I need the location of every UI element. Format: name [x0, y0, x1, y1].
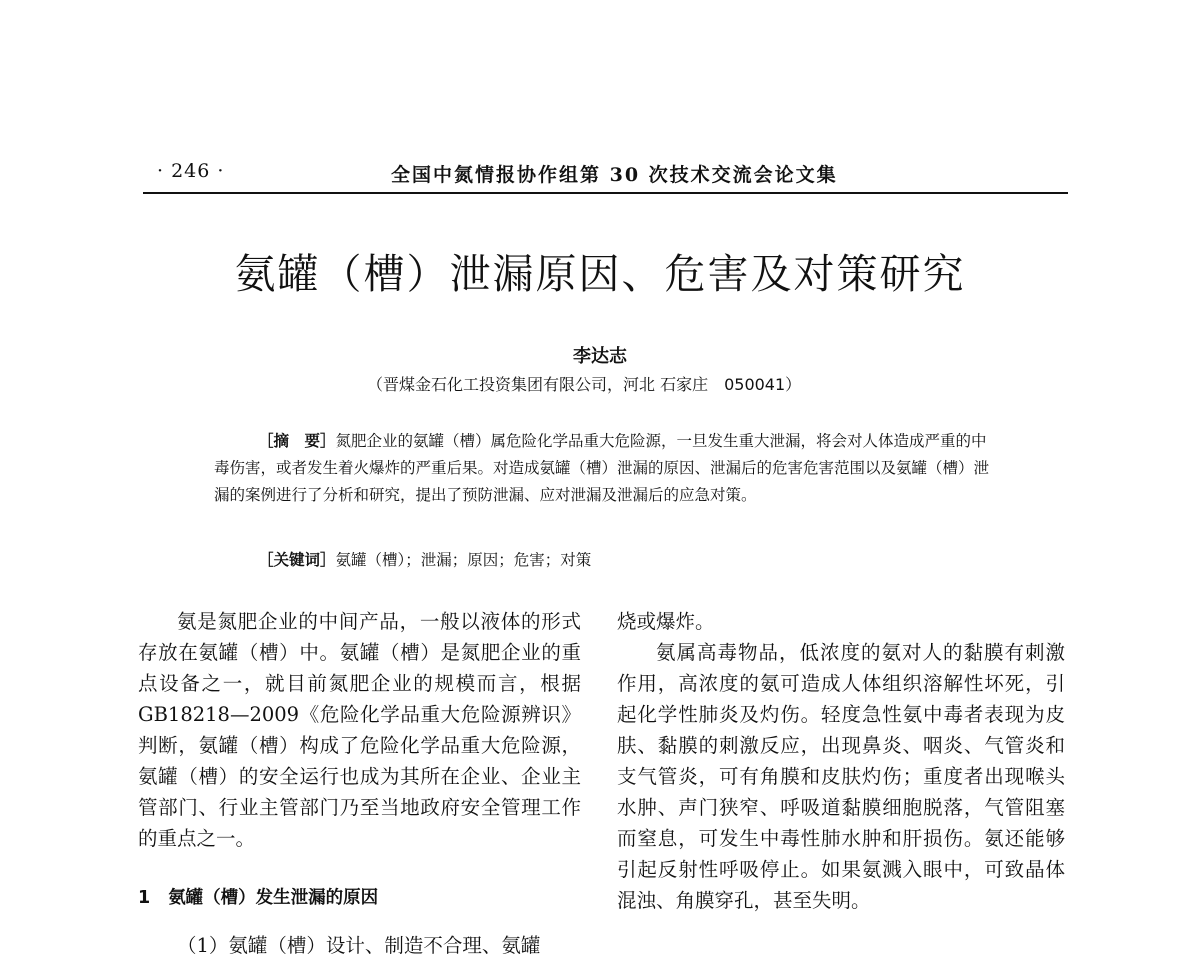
keywords-label: ［关键词］: [258, 551, 336, 569]
abstract-text: 氮肥企业的氨罐（槽）属危险化学品重大危险源，一旦发生重大泄漏，将会对人体造成严重的中毒伤害，或者发生着火爆炸的严重后果。对造成氨罐（槽）泄漏的原因、泄漏后的危害危害范围以及氨罐（槽）泄漏的案例进行了分析和研究，提出了预防泄漏、应对泄漏及泄漏后的应急对策。: [214, 432, 990, 504]
running-title: 全国中氮情报协作组第 30 次技术交流会论文集: [391, 164, 838, 186]
left-column: [138, 606, 581, 854]
list-item-1: （1）氨罐（槽）设计、制造不合理、氨罐: [177, 934, 541, 957]
section-title: 氨罐（槽）发生泄漏的原因: [168, 888, 379, 908]
right-column: [617, 606, 1065, 916]
page-number: · 246 ·: [157, 160, 225, 182]
abstract-label: ［摘 要］: [258, 432, 336, 450]
author-name: 李达志: [573, 346, 627, 367]
author-affiliation: （晋煤金石化工投资集团有限公司，河北 石家庄 050041）: [367, 375, 802, 394]
keywords: [258, 547, 958, 574]
article-title: 氨罐（槽）泄漏原因、危害及对策研究: [234, 250, 966, 298]
right-fragment: 烧或爆炸。: [617, 610, 715, 633]
section-number: 1: [138, 888, 151, 908]
abstract: [214, 428, 994, 509]
toxicity-paragraph: 氨属高毒物品，低浓度的氨对人的黏膜有刺激作用，高浓度的氨可造成人体组织溶解性坏死，引起化学性肺炎及灼伤。轻度急性氨中毒者表现为皮肤、黏膜的刺激反应，出现鼻炎、咽炎、气管炎和支气管炎，可有角膜和皮肤灼伤；重度者出现喉头水肿、声门狭窄、呼吸道黏膜细胞脱落，气管阻塞而窒息，可发生中毒性肺水肿和肝损伤。氨还能够引起反射性呼吸停止。如果氨溅入眼中，可致晶体混浊、角膜穿孔，甚至失明。: [617, 641, 1065, 912]
keywords-text: 氨罐（槽）；泄漏；原因；危害；对策: [335, 551, 592, 569]
running-header: [143, 156, 1068, 194]
section-heading-1: [138, 884, 581, 909]
intro-paragraph: 氨是氮肥企业的中间产品，一般以液体的形式存放在氨罐（槽）中。氨罐（槽）是氮肥企业的重点设备之一，就目前氮肥企业的规模而言，根据 GB18218—2009《危险化学品重大危险源辨识》判断，氨罐（槽）构成了危险化学品重大危险源，氨罐（槽）的安全运行也成为其所在企业、企业主管部门、行业主管部门乃至当地政府安全管理工作的重点之一。: [138, 610, 581, 850]
